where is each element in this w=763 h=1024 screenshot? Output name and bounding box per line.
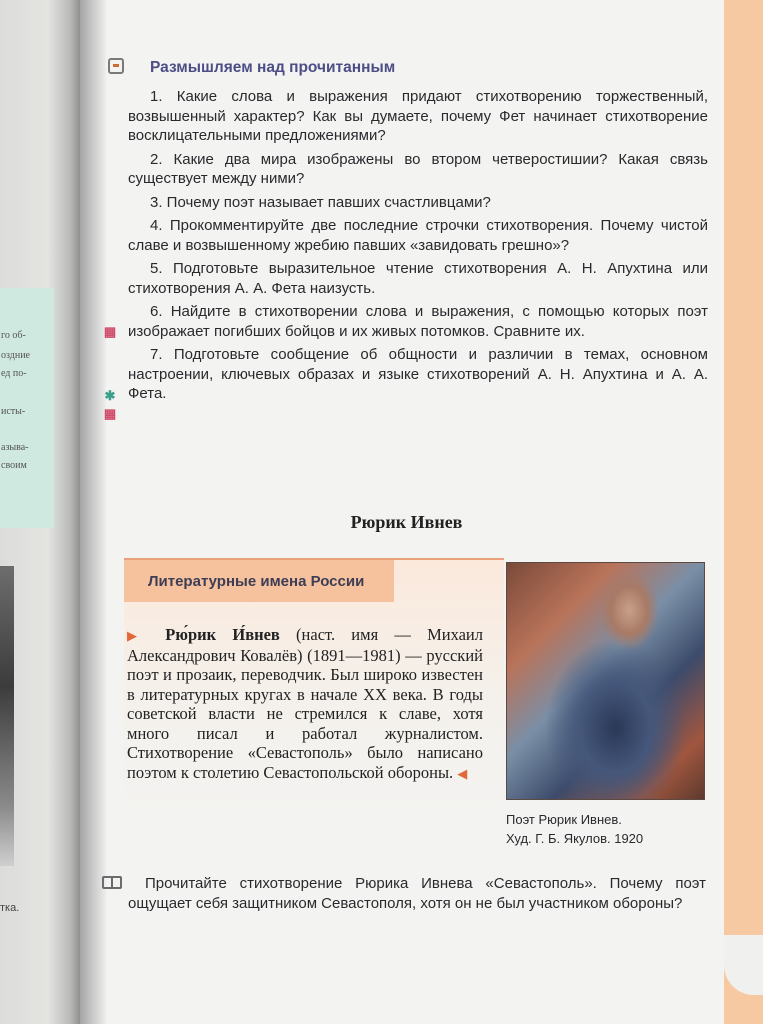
left-page-fragment: го об- xyxy=(1,330,26,341)
question-item: 1. Какие слова и выражения придают стихотворению торжественный, возвышенный характер? Как вы думаете, почему Фет начинает стихотворение восклицательными предложениями? xyxy=(128,88,708,144)
triangle-right-icon: ▶ xyxy=(127,628,150,643)
left-page-fragment: исты- xyxy=(1,406,26,417)
author-name: Рю́рик И́внев xyxy=(165,625,280,644)
left-page-caption: тка. xyxy=(0,902,20,914)
question-item: 5. Подготовьте выразительное чтение стихотворения А. Н. Апухтина или стихотворения А. А. Фета наизусть. xyxy=(128,260,708,297)
left-page-photo xyxy=(0,566,14,866)
question-item: 7. Подготовьте сообщение об общности и различии в темах, основном настроении, ключевых образах и языке стихотворений А. Н. Апухтина и А. А. Фета. xyxy=(128,346,708,402)
group-work-icon: ▦ xyxy=(103,406,117,421)
portrait-caption-line: Худ. Г. Б. Якулов. 1920 xyxy=(506,831,644,846)
question-item: 4. Прокомментируйте две последние строчки стихотворения. Почему чистой славе и возвышенному жребию павших «завидовать грешно»? xyxy=(128,217,708,254)
question-item: 6. Найдите в стихотворении слова и выражения, с помощью которых поэт изображает погибших бойцов и их живых потомков. Сравните их. xyxy=(128,303,708,340)
section-heading: Размышляем над прочитанным xyxy=(150,59,396,76)
author-heading: Рюрик Ивнев xyxy=(350,512,463,532)
left-page-fragment: азыва- xyxy=(1,442,29,453)
triangle-left-icon: ◀ xyxy=(457,765,468,781)
questions-list xyxy=(128,87,708,408)
author-biography xyxy=(127,625,483,783)
author-portrait xyxy=(506,562,705,800)
left-page-fragment: своим xyxy=(1,460,27,471)
author-bio-text: (наст. имя — Михаил Александрович Ковалёв) (1891—1981) — русский поэт и прозаик, переводчик. Был широко известен в литературных кругах в начале XX века. В годы советской власти не стремился к славе, хотя много писал и работал журналистом. Стихотворение «Севастополь» было написано поэтом к столетию Севастопольской обороны. xyxy=(127,625,483,782)
open-book-icon xyxy=(102,876,122,889)
reading-prompt: Прочитайте стихотворение Рюрика Ивнева «Севастополь». Почему поэт ощущает себя защитником Севастополя, хотя он не был участником обороны? xyxy=(128,875,706,912)
left-page-fragment: ед по- xyxy=(1,368,27,379)
star-icon: ✱ xyxy=(104,388,116,403)
question-item: 2. Какие два мира изображены во втором четверостишии? Какая связь существует между ними? xyxy=(128,150,708,187)
portrait-caption xyxy=(506,810,643,848)
question-item: 3. Почему поэт называет павших счастливцами? xyxy=(150,193,491,211)
group-work-icon: ▦ xyxy=(103,324,117,339)
literary-names-title: Литературные имена России xyxy=(148,573,365,590)
book-question-icon xyxy=(108,58,124,74)
portrait-caption-line: Поэт Рюрик Ивнев. xyxy=(506,812,622,827)
left-page-fragment: оздние xyxy=(1,350,30,361)
